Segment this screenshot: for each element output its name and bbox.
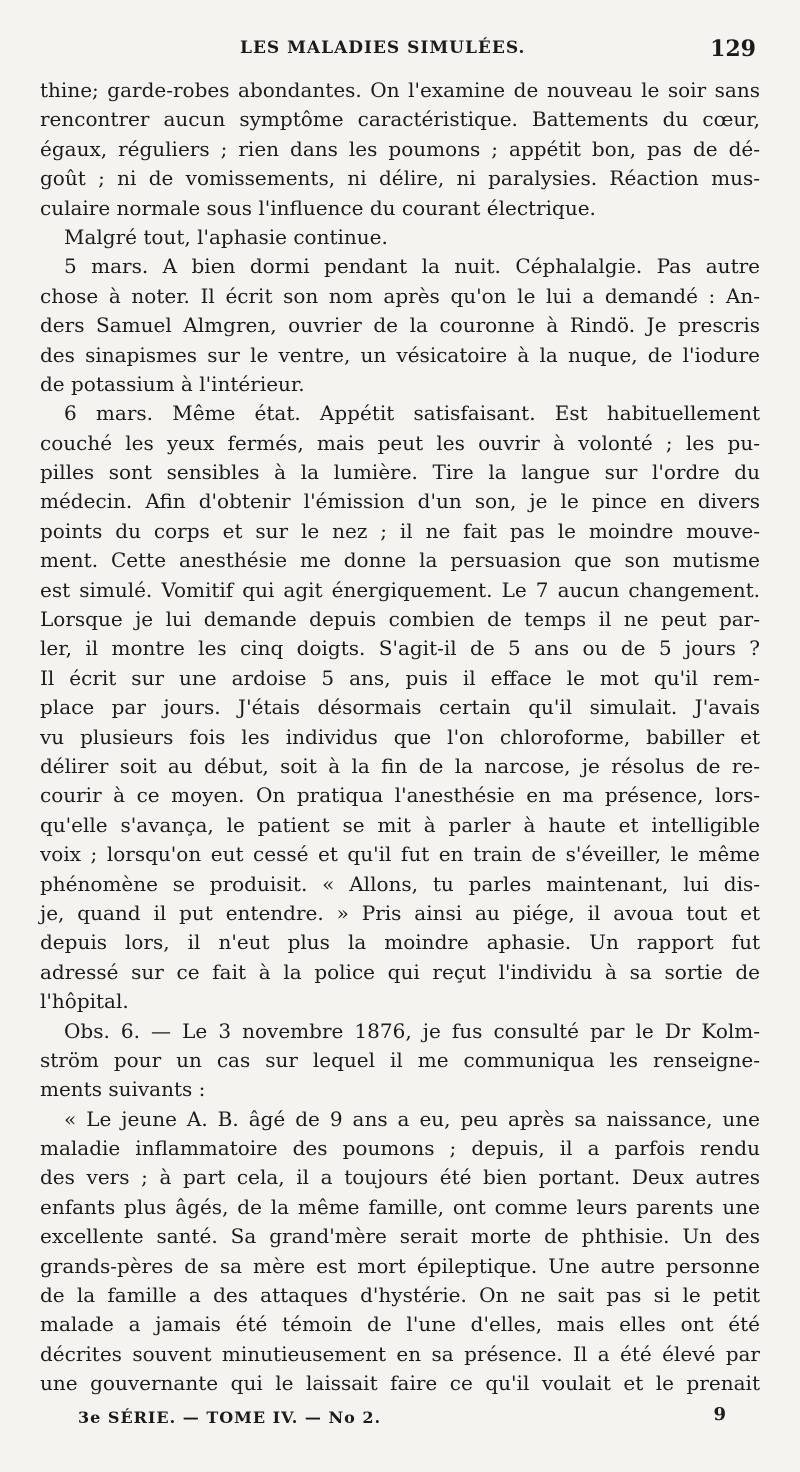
text-line: place par jours. J'étais désormais certain qu'il simulait. J'avais — [40, 695, 760, 720]
text-line: ment. Cette anesthésie me donne la persuasion que son mutisme — [40, 548, 760, 573]
text-line: ström pour un cas sur lequel il me communiqua les renseigne- — [40, 1047, 760, 1072]
text-line: 6 mars. Même état. Appétit satisfaisant. Est habituellement — [64, 401, 760, 426]
text-line: goût ; ni de vomissements, ni délire, ni paralysies. Réaction mus- — [40, 166, 760, 191]
text-line: ders Samuel Almgren, ouvrier de la couronne à Rindö. Je prescris — [40, 313, 760, 338]
text-line: courir à ce moyen. On pratiqua l'anesthésie en ma présence, lors- — [40, 783, 760, 808]
text-line: adressé sur ce fait à la police qui reçut l'individu à sa sortie de — [40, 959, 760, 984]
text-line: voix ; lorsqu'on eut cessé et qu'il fut en train de s'éveiller, le même — [40, 842, 760, 867]
text-line: phénomène se produisit. « Allons, tu parles maintenant, lui dis- — [40, 871, 760, 896]
text-line: médecin. Afin d'obtenir l'émission d'un son, je le pince en divers — [40, 489, 760, 514]
text-line: « Le jeune A. B. âgé de 9 ans a eu, peu après sa naissance, une — [64, 1106, 760, 1131]
text-line: qu'elle s'avança, le patient se mit à parler à haute et intelligible — [40, 812, 760, 837]
text-line: malade a jamais été témoin de l'une d'elles, mais elles ont été — [40, 1312, 760, 1337]
text-line: couché les yeux fermés, mais peut les ouvrir à volonté ; les pu- — [40, 430, 760, 455]
text-line: Obs. 6. — Le 3 novembre 1876, je fus consulté par le Dr Kolm- — [64, 1018, 760, 1043]
text-line: une gouvernante qui le laissait faire ce qu'il voulait et le prenait — [40, 1371, 760, 1396]
text-line: de la famille a des attaques d'hystérie. On ne sait pas si le petit — [40, 1283, 760, 1308]
text-line: Il écrit sur une ardoise 5 ans, puis il efface le mot qu'il rem- — [40, 665, 760, 690]
text-line: ments suivants : — [40, 1077, 206, 1102]
text-line: je, quand il put entendre. » Pris ainsi au piége, il avoua tout et — [40, 900, 760, 925]
running-head — [40, 36, 760, 64]
text-line: de potassium à l'intérieur. — [40, 371, 305, 396]
text-line: points du corps et sur le nez ; il ne fait pas le moindre mouve- — [40, 518, 760, 543]
signature-mark: 3e SÉRIE. — TOME IV. — No 2. — [78, 1408, 382, 1427]
text-line: pilles sont sensibles à la lumière. Tire la langue sur l'ordre du — [40, 460, 760, 485]
text-line: enfants plus âgés, de la même famille, ont comme leurs parents une — [40, 1194, 760, 1219]
text-line: rencontrer aucun symptôme caractéristique. Battements du cœur, — [40, 107, 760, 132]
text-line: des sinapismes sur le ventre, un vésicatoire à la nuque, de l'iodure — [40, 342, 760, 367]
text-line: délirer soit au début, soit à la fin de la narcose, je résolus de re- — [40, 753, 760, 778]
text-line: l'hôpital. — [40, 989, 129, 1014]
text-line: ler, il montre les cinq doigts. S'agit-il de 5 ans ou de 5 jours ? — [40, 636, 760, 661]
text-line: grands-pères de sa mère est mort épileptique. Une autre personne — [40, 1253, 760, 1278]
page-footer — [40, 1404, 760, 1434]
text-line: maladie inflammatoire des poumons ; depuis, il a parfois rendu — [40, 1136, 760, 1161]
text-line: chose à noter. Il écrit son nom après qu'on le lui a demandé : An- — [40, 283, 760, 308]
page-number: 129 — [710, 36, 756, 62]
text-line: Malgré tout, l'aphasie continue. — [64, 224, 388, 249]
running-title: LES MALADIES SIMULÉES. — [240, 38, 526, 58]
text-line: est simulé. Vomitif qui agit énergiquement. Le 7 aucun changement. — [40, 577, 760, 602]
text-line: thine; garde-robes abondantes. On l'examine de nouveau le soir sans — [40, 78, 760, 102]
text-line: vu plusieurs fois les individus que l'on chloroforme, babiller et — [40, 724, 760, 749]
text-line: excellente santé. Sa grand'mère serait morte de phthisie. Un des — [40, 1224, 760, 1249]
text-line: égaux, réguliers ; rien dans les poumons ; appétit bon, pas de dé- — [40, 136, 760, 161]
sheet-number: 9 — [713, 1404, 726, 1425]
text-line: des vers ; à part cela, il a toujours été bien portant. Deux autres — [40, 1165, 760, 1190]
text-line: 5 mars. A bien dormi pendant la nuit. Céphalalgie. Pas autre — [64, 254, 760, 279]
text-line: depuis lors, il n'eut plus la moindre aphasie. Un rapport fut — [40, 930, 760, 955]
text-body — [40, 76, 760, 1399]
text-line: Lorsque je lui demande depuis combien de temps il ne peut par- — [40, 607, 760, 632]
text-line: culaire normale sous l'influence du courant électrique. — [40, 195, 596, 220]
text-line: décrites souvent minutieusement en sa présence. Il a été élevé par — [40, 1341, 760, 1366]
